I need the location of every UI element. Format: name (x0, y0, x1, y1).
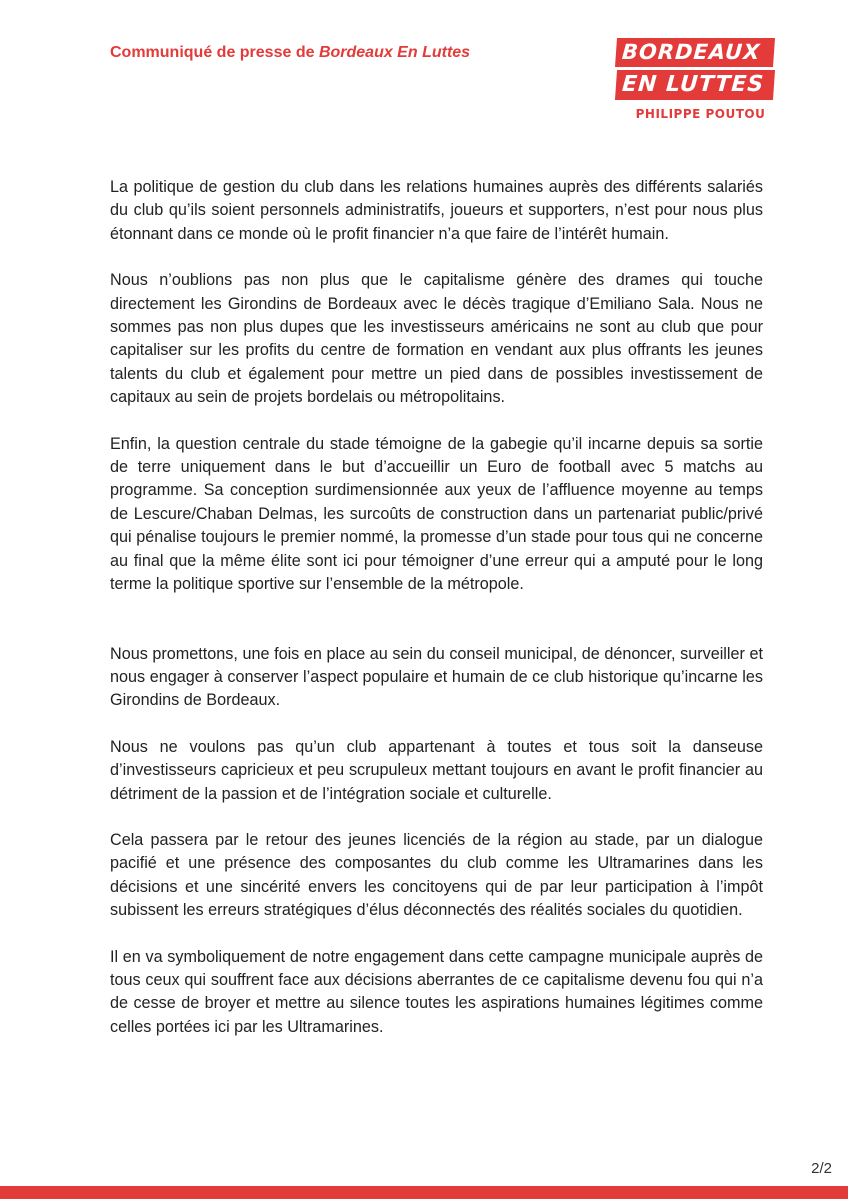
paragraph-stadium: Enfin, la question centrale du stade témoigne de la gabegie qu’il incarne depuis sa sortie de terre uniquement dans le but d’accueillir un Euro de football avec 5 matchs au programme. Sa conception surdimensionnée aux yeux de l’affluence moyenne au temps de Lescure/Chaban Delmas, les surcoûts de construction dans un partenariat public/privé qui pénalise toujours le premier nommé, la promesse d’un stade pour tous qui ne concerne au final que la même élite sont ici pour témoigner d’une erreur qui a amputé pour le long terme la politique sportive sur l’ensemble de la métropole. (110, 434, 763, 594)
bordeaux-en-luttes-logo (613, 38, 778, 121)
paragraph-club-management: La politique de gestion du club dans les relations humaines auprès des différents salariés du club qu’ils soient personnels administratifs, joueurs et supporters, n’est pour nous plus étonnant dans ce monde où le profit financier n’a que faire de l’intérêt humain. (110, 178, 763, 243)
document-body (110, 176, 763, 1039)
paragraph-investors: Nous ne voulons pas qu’un club appartenant à toutes et tous soit la danseuse d’investisseurs capricieux et peu scrupuleux mettant toujours en avant le profit financier au détriment de la passion et de l’intégration sociale et culturelle. (110, 737, 763, 803)
logo-line-1: BORDEAUX (615, 38, 775, 67)
paragraph-youth-dialogue: Cela passera par le retour des jeunes licenciés de la région au stade, par un dialogue pacifié et une présence des composantes du club comme les Ultramarines dans les décisions et une sincérité envers les concitoyens qui de par leur participation à l’impôt subissent les erreurs stratégiques d’élus déconnectés des réalités sociales du quotidien. (110, 830, 763, 920)
title-prefix: Communiqué de presse de (110, 44, 319, 61)
logo-line-2: EN LUTTES (615, 70, 775, 100)
paragraph-commitment: Il en va symboliquement de notre engagement dans cette campagne municipale auprès de tous ceux qui souffrent face aux décisions aberrantes de ce capitalisme devenu fou qui n’a de cesse de broyer et mettre au silence toutes les aspirations humaines légitimes comme celles portées ici par les Ultramarines. (110, 947, 763, 1036)
page-number: 2/2 (811, 1160, 832, 1177)
paragraph-promise: Nous promettons, une fois en place au sein du conseil municipal, de dénoncer, surveiller et nous engager à conserver l’aspect populaire et humain de ce club historique qu’incarne les Girondins de Bordeaux. (110, 644, 763, 710)
press-release-title (110, 44, 470, 62)
paragraph-capitalism: Nous n’oublions pas non plus que le capitalisme génère des drames qui touche directement les Girondins de Bordeaux avec le décès tragique d’Emiliano Sala. Nous ne sommes pas non plus dupes que les investisseurs américains ne sont au club que pour capitaliser sur les profits du centre de formation en vendant aux plus offrants les jeunes talents du club et également pour mettre un pied dans de possibles investissement de capitaux au sein de projets bordelais ou métropolitains. (110, 271, 763, 407)
title-brand: Bordeaux En Luttes (318, 44, 471, 61)
footer-accent-bar (0, 1186, 848, 1199)
logo-tagline: PHILIPPE POUTOU (635, 107, 766, 121)
